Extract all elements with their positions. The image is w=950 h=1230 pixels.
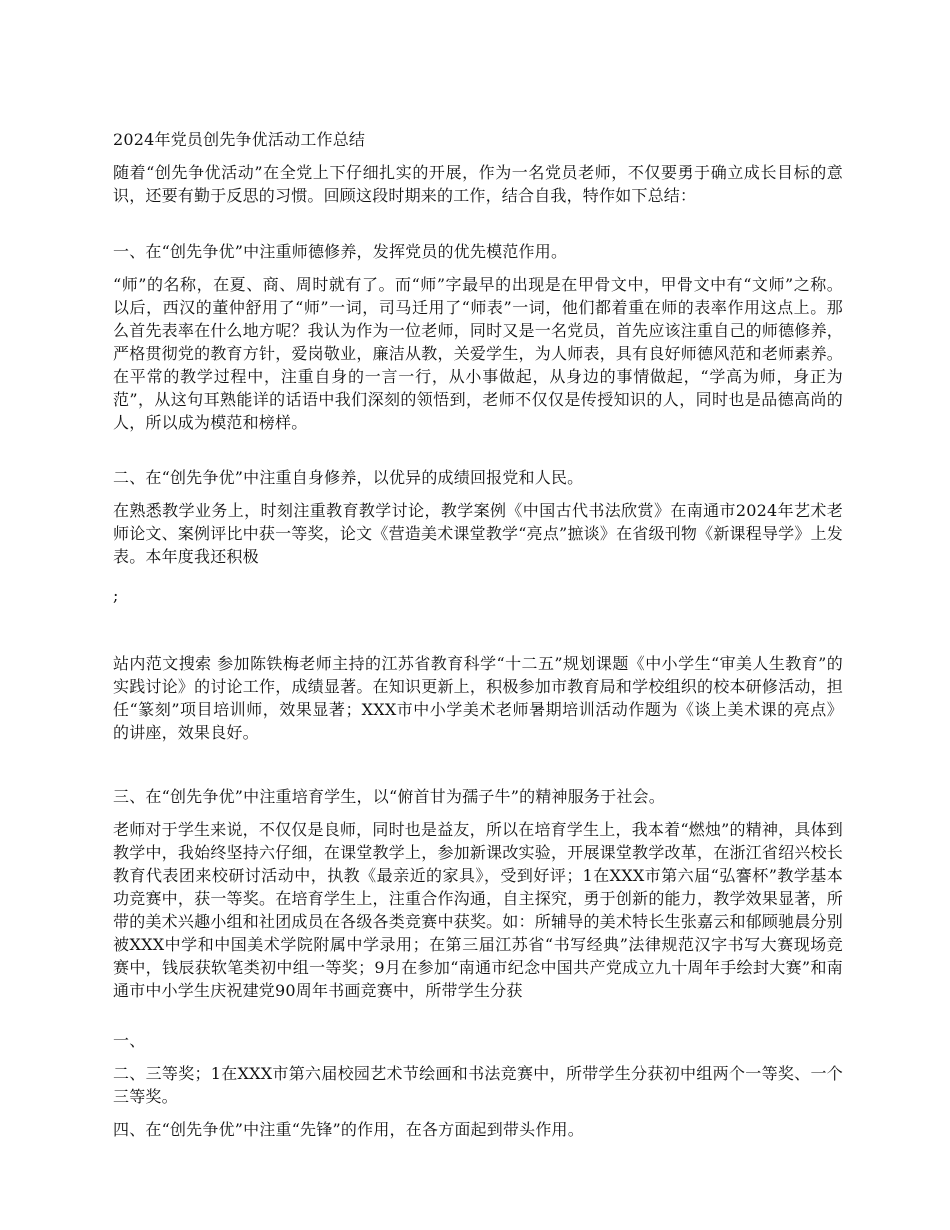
section-1-paragraph: “师”的名称，在夏、商、周时就有了。而“师”字最早的出现是在甲骨文中，甲骨文中有“文师”之称。以后，西汉的董仲舒用了“师”一词，司马迁用了“师表”一词，他们都着重在师的表率作用这点上。那么首先表率在什么地方呢？我认为作为一位老师，同时又是一名党员，首先应该注重自己的师德修养，严格贯彻党的教育方针，爱岗敬业，廉洁从教，关爱学生，为人师表，具有良好师德风范和老师素养。在平常的教学过程中，注重自身的一言一行，从小事做起，从身边的事情做起，“学高为师，身正为范”，从这句耳熟能详的话语中我们深刻的领悟到，老师不仅仅是传授知识的人，同时也是品德高尚的人，所以成为模范和榜样。 (113, 275, 843, 432)
section-3-heading: 三、在“创先争优”中注重培育学生，以“俯首甘为孺子牛”的精神服务于社会。 (113, 787, 665, 806)
section-4-heading: 四、在“创先争优”中注重“先锋”的作用，在各方面起到带头作用。 (113, 1120, 584, 1139)
continuation-paragraph: 站内范文搜索 参加陈铁梅老师主持的江苏省教育科学“十二五”规划课题《中小学生“审美人生教育”的实践讨论》的讨论工作，成绩显著。在知识更新上，积极参加市教育局和学校组织的校本研修活动，担任“篆刻”项目培训师，效果显著；XXX市中小学美术老师暑期培训活动作题为《谈上美术课的亮点》的讲座，效果良好。 (113, 654, 843, 742)
page-break-semicolon: ; (113, 586, 119, 605)
fragment-one: 一、 (113, 1031, 146, 1050)
section-1-heading: 一、在“创先争优”中注重师德修养，发挥党员的优先模范作用。 (113, 242, 568, 261)
section-2-paragraph: 在熟悉教学业务上，时刻注重教育教学讨论，教学案例《中国古代书法欣赏》在南通市2024年艺术老师论文、案例评比中获一等奖，论文《营造美术课堂教学“亮点”摭谈》在省级刊物《新课程导学》上发表。本年度我还积极 (113, 501, 843, 566)
document-title: 2024年党员创先争优活动工作总结 (113, 130, 366, 149)
awards-paragraph: 二、三等奖；1在XXX市第六届校园艺术节绘画和书法竞赛中，所带学生分获初中组两个一等奖、一个三等奖。 (113, 1064, 843, 1106)
section-2-heading: 二、在“创先争优”中注重自身修养，以优异的成绩回报党和人民。 (113, 468, 584, 487)
intro-paragraph: 随着“创先争优活动”在全党上下仔细扎实的开展，作为一名党员老师，不仅要勇于确立成长目标的意识，还要有勤于反思的习惯。回顾这段时期来的工作，结合自我，特作如下总结： (113, 163, 843, 205)
section-3-paragraph: 老师对于学生来说，不仅仅是良师，同时也是益友，所以在培育学生上，我本着“燃烛”的精神，具体到教学中，我始终坚持六仔细，在课堂教学上，参加新课改实验，开展课堂教学改革，在浙江省绍兴校长教育代表团来校研讨活动中，执教《最亲近的家具》，受到好评；1在XXX市第六届“弘謇杯”教学基本功竞赛中，获一等奖。在培育学生上，注重合作沟通，自主探究，勇于创新的能力，教学效果显著，所带的美术兴趣小组和社团成员在各级各类竞赛中获奖。如：所辅导的美术特长生张嘉云和郁顾驰晨分别被XXX中学和中国美术学院附属中学录用；在第三届江苏省“书写经典”法律规范汉字书写大赛现场竞赛中，钱辰获软笔类初中组一等奖；9月在参加“南通市纪念中国共产党成立九十周年手绘封大赛”和南通市中小学生庆祝建党90周年书画竞赛中，所带学生分获 (113, 820, 843, 1000)
